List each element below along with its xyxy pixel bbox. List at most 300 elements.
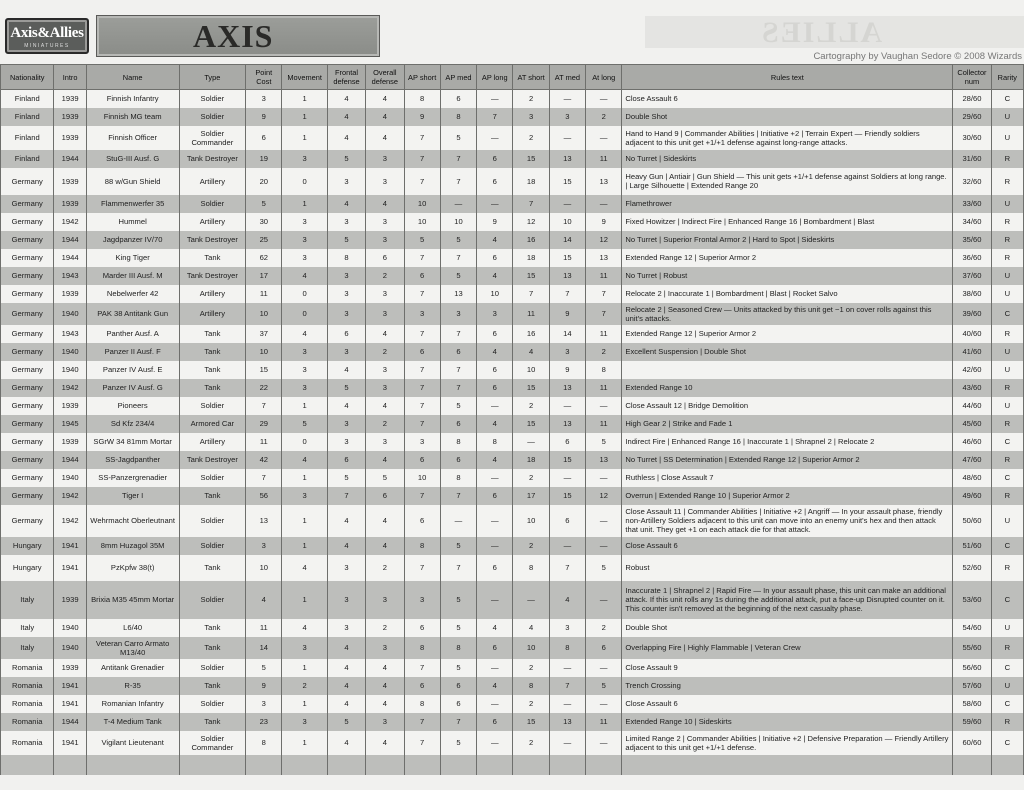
table-cell: — [477, 537, 513, 555]
table-cell: 88 w/Gun Shield [86, 168, 179, 195]
table-cell: 38/60 [953, 285, 991, 303]
table-cell: 6 [477, 379, 513, 397]
table-cell: 4 [366, 677, 404, 695]
table-cell: 6 [404, 619, 440, 637]
table-cell: 15 [549, 487, 585, 505]
table-cell: Artillery [179, 303, 246, 325]
table-cell: 4 [366, 108, 404, 126]
table-cell: R [991, 713, 1023, 731]
table-cell: Pioneers [86, 397, 179, 415]
table-row [1, 231, 1024, 249]
table-cell: 14 [549, 231, 585, 249]
table-cell: U [991, 126, 1023, 150]
table-cell: Jagdpanzer IV/70 [86, 231, 179, 249]
table-cell: 18 [513, 249, 549, 267]
column-header: Rarity [991, 65, 1023, 90]
table-cell: 13 [586, 249, 622, 267]
table-cell: 4 [477, 343, 513, 361]
table-cell: Germany [1, 469, 54, 487]
table-cell: 3 [327, 619, 365, 637]
table-cell: No Turret | Robust [622, 267, 953, 285]
table-cell: 6 [477, 249, 513, 267]
table-cell: 8 [404, 537, 440, 555]
table-cell: 15 [549, 451, 585, 469]
table-cell: Extended Range 10 | Sideskirts [622, 713, 953, 731]
table-cell: 5 [327, 150, 365, 168]
table-cell: 7 [440, 361, 476, 379]
table-cell: Tank Destroyer [179, 150, 246, 168]
table-cell: 10 [513, 361, 549, 379]
table-cell: 3 [327, 285, 365, 303]
table-cell: L6/40 [86, 619, 179, 637]
page-header [0, 0, 1024, 66]
table-cell: 5 [327, 469, 365, 487]
table-cell: 1939 [54, 195, 86, 213]
table-cell: 4 [282, 451, 327, 469]
table-cell: 4 [366, 90, 404, 108]
table-cell: 53/60 [953, 581, 991, 619]
table-cell: 3 [366, 433, 404, 451]
table-cell: R [991, 415, 1023, 433]
table-cell: Finnish MG team [86, 108, 179, 126]
table-cell: 3 [549, 343, 585, 361]
table-cell: — [549, 126, 585, 150]
table-cell: Fixed Howitzer | Indirect Fire | Enhanced Range 16 | Bombardment | Blast [622, 213, 953, 231]
table-cell: 6 [366, 487, 404, 505]
allies-bleed-through: ALLIES [645, 16, 1024, 48]
table-cell: U [991, 108, 1023, 126]
table-cell: 1940 [54, 361, 86, 379]
table-cell: 6 [404, 343, 440, 361]
table-cell: 4 [327, 397, 365, 415]
table-cell: Tank [179, 487, 246, 505]
table-cell: 10 [404, 469, 440, 487]
table-cell: 6 [440, 677, 476, 695]
table-cell: 11 [586, 415, 622, 433]
table-cell: 11 [586, 713, 622, 731]
table-cell: — [549, 397, 585, 415]
table-cell: 2 [513, 731, 549, 755]
table-cell: 4 [327, 537, 365, 555]
table-cell: 8 [440, 637, 476, 659]
table-cell: High Gear 2 | Strike and Fade 1 [622, 415, 953, 433]
table-cell: Veteran Carro Armato M13/40 [86, 637, 179, 659]
column-header: Point Cost [246, 65, 282, 90]
table-cell: 5 [366, 469, 404, 487]
table-cell: 1 [282, 126, 327, 150]
table-cell: 62 [246, 249, 282, 267]
table-cell: 1939 [54, 285, 86, 303]
column-header: Frontal defense [327, 65, 365, 90]
table-cell: 54/60 [953, 619, 991, 637]
table-cell: 2 [513, 695, 549, 713]
table-cell: Finnish Officer [86, 126, 179, 150]
table-cell: — [477, 397, 513, 415]
table-cell: 1944 [54, 249, 86, 267]
table-cell: Brixia M35 45mm Mortar [86, 581, 179, 619]
table-cell: 8 [549, 637, 585, 659]
table-cell: 1939 [54, 126, 86, 150]
table-cell: U [991, 677, 1023, 695]
table-cell: 31/60 [953, 150, 991, 168]
table-cell: 1 [282, 659, 327, 677]
table-cell: Inaccurate 1 | Shrapnel 2 | Rapid Fire — In your assault phase, this unit can make an additional attack. If this unit rolls any 1s during the additional attack, put a face-up Disrupted counter on it. This counter isn't removed at the beginning of the next casualty phase. [622, 581, 953, 619]
table-cell: 7 [440, 150, 476, 168]
table-cell: 8 [440, 108, 476, 126]
table-row [1, 637, 1024, 659]
table-cell: 7 [513, 285, 549, 303]
table-cell: U [991, 343, 1023, 361]
table-row [1, 469, 1024, 487]
table-cell: Panzer IV Ausf. G [86, 379, 179, 397]
table-cell: 5 [440, 619, 476, 637]
table-cell: 0 [282, 285, 327, 303]
table-cell: 0 [282, 168, 327, 195]
table-cell: — [549, 537, 585, 555]
table-cell: 4 [327, 659, 365, 677]
table-cell: 44/60 [953, 397, 991, 415]
table-cell: 13 [549, 267, 585, 285]
table-cell: 8 [513, 555, 549, 581]
table-cell: 1943 [54, 325, 86, 343]
table-cell: Antitank Grenadier [86, 659, 179, 677]
table-cell: SS-Jagdpanther [86, 451, 179, 469]
axis-title-banner [96, 15, 380, 57]
table-cell: 5 [440, 397, 476, 415]
table-cell: 1 [282, 537, 327, 555]
table-cell: C [991, 581, 1023, 619]
table-cell: No Turret | Sideskirts [622, 150, 953, 168]
table-row [1, 619, 1024, 637]
table-cell: Hungary [1, 555, 54, 581]
column-header: AT med [549, 65, 585, 90]
table-cell: 9 [586, 213, 622, 231]
table-cell: 40/60 [953, 325, 991, 343]
table-cell: 3 [327, 168, 365, 195]
table-cell: Romania [1, 677, 54, 695]
table-cell: Italy [1, 619, 54, 637]
table-cell: 7 [440, 379, 476, 397]
table-cell: 42 [246, 451, 282, 469]
table-cell: 11 [586, 379, 622, 397]
table-cell: 10 [404, 195, 440, 213]
table-cell: 58/60 [953, 695, 991, 713]
table-cell: 4 [513, 343, 549, 361]
table-cell: 6 [366, 249, 404, 267]
table-cell: Tank [179, 677, 246, 695]
table-cell: Romanian Infantry [86, 695, 179, 713]
table-cell: — [586, 731, 622, 755]
table-cell: Close Assault 9 [622, 659, 953, 677]
table-cell: U [991, 267, 1023, 285]
table-cell: Soldier [179, 108, 246, 126]
table-cell: 1 [282, 469, 327, 487]
table-cell: 4 [366, 126, 404, 150]
table-cell: 1945 [54, 415, 86, 433]
table-cell: 8 [246, 731, 282, 755]
table-cell: Tiger I [86, 487, 179, 505]
table-cell: R [991, 487, 1023, 505]
table-cell: Artillery [179, 168, 246, 195]
table-cell: 4 [327, 108, 365, 126]
table-cell: 3 [366, 303, 404, 325]
table-cell: Flammenwerfer 35 [86, 195, 179, 213]
table-row [1, 695, 1024, 713]
table-cell: 7 [440, 713, 476, 731]
table-cell: Tank Destroyer [179, 267, 246, 285]
table-cell: Overrun | Extended Range 10 | Superior Armor 2 [622, 487, 953, 505]
table-cell: 3 [477, 303, 513, 325]
table-cell: — [477, 195, 513, 213]
table-cell [953, 755, 991, 775]
table-cell: — [549, 195, 585, 213]
table-cell: 9 [549, 303, 585, 325]
table-cell: 3 [366, 285, 404, 303]
table-cell: 10 [440, 213, 476, 231]
table-cell: R [991, 213, 1023, 231]
table-cell: Germany [1, 361, 54, 379]
table-cell: 8 [327, 249, 365, 267]
table-cell: 8mm Huzagol 35M [86, 537, 179, 555]
table-cell: Heavy Gun | Antiair | Gun Shield — This unit gets +1/+1 defense against Soldiers at long range. | Large Silhouette | Extended Range 20 [622, 168, 953, 195]
table-row [1, 361, 1024, 379]
table-cell: 35/60 [953, 231, 991, 249]
table-cell: — [586, 126, 622, 150]
table-cell: Indirect Fire | Enhanced Range 16 | Inaccurate 1 | Shrapnel 2 | Relocate 2 [622, 433, 953, 451]
table-cell [549, 755, 585, 775]
table-cell: 13 [549, 150, 585, 168]
table-cell: Close Assault 11 | Commander Abilities | Initiative +2 | Angriff — In your assault phase, friendly non-Artillery Soldiers adjacent to this unit can move into an enemy unit's hex and then attack that unit. They get +1 on each attack die for that attack. [622, 505, 953, 537]
table-cell: 7 [404, 555, 440, 581]
table-cell: 6 [477, 555, 513, 581]
table-cell: 8 [586, 361, 622, 379]
table-cell: 8 [404, 637, 440, 659]
table-cell: 6 [477, 150, 513, 168]
table-cell: C [991, 695, 1023, 713]
table-cell: 5 [440, 537, 476, 555]
table-cell: 6 [477, 713, 513, 731]
table-cell: — [549, 731, 585, 755]
column-header: Intro [54, 65, 86, 90]
table-cell: 2 [366, 343, 404, 361]
table-cell: — [477, 505, 513, 537]
table-cell: 1942 [54, 505, 86, 537]
table-cell: Extended Range 12 | Superior Armor 2 [622, 325, 953, 343]
table-cell: 1939 [54, 397, 86, 415]
table-cell: 5 [327, 231, 365, 249]
table-cell: 20 [246, 168, 282, 195]
column-header: AT short [513, 65, 549, 90]
table-cell: 6 [246, 126, 282, 150]
table-cell: 4 [477, 267, 513, 285]
table-cell: 7 [404, 731, 440, 755]
table-cell: Armored Car [179, 415, 246, 433]
column-header: Type [179, 65, 246, 90]
table-cell: — [440, 195, 476, 213]
table-cell: 3 [327, 581, 365, 619]
table-cell: 47/60 [953, 451, 991, 469]
table-cell: 7 [404, 249, 440, 267]
column-header: Nationality [1, 65, 54, 90]
table-cell: 15 [246, 361, 282, 379]
table-cell: Soldier [179, 695, 246, 713]
table-cell: 3 [327, 415, 365, 433]
table-cell: Tank [179, 555, 246, 581]
table-cell: 56 [246, 487, 282, 505]
table-cell [366, 755, 404, 775]
table-cell: Soldier [179, 537, 246, 555]
table-cell: Tank [179, 343, 246, 361]
table-cell: Sd Kfz 234/4 [86, 415, 179, 433]
table-cell: 1941 [54, 555, 86, 581]
table-cell: 8 [513, 677, 549, 695]
table-cell: 2 [366, 619, 404, 637]
table-cell: Germany [1, 195, 54, 213]
table-cell: 7 [549, 555, 585, 581]
table-cell: 7 [404, 713, 440, 731]
table-cell: Soldier [179, 659, 246, 677]
table-cell: 7 [404, 361, 440, 379]
table-cell: 3 [366, 713, 404, 731]
table-row [1, 195, 1024, 213]
table-cell: Finland [1, 126, 54, 150]
table-cell: 3 [366, 168, 404, 195]
table-cell: 4 [477, 415, 513, 433]
table-row [1, 379, 1024, 397]
table-cell: 6 [440, 415, 476, 433]
table-cell: 17 [513, 487, 549, 505]
table-cell: 7 [246, 397, 282, 415]
table-cell: Germany [1, 267, 54, 285]
table-cell: 2 [513, 469, 549, 487]
table-cell: 3 [327, 555, 365, 581]
table-cell: Soldier [179, 581, 246, 619]
table-cell: 4 [366, 325, 404, 343]
table-row [1, 433, 1024, 451]
table-cell: 55/60 [953, 637, 991, 659]
table-cell: 4 [327, 731, 365, 755]
table-cell: 60/60 [953, 731, 991, 755]
table-cell: — [513, 433, 549, 451]
table-cell: Ruthless | Close Assault 7 [622, 469, 953, 487]
table-cell: Double Shot [622, 108, 953, 126]
table-cell: Italy [1, 581, 54, 619]
table-cell: 3 [282, 343, 327, 361]
table-cell: 3 [246, 537, 282, 555]
table-cell: 3 [282, 487, 327, 505]
table-cell: 6 [440, 695, 476, 713]
table-cell: 6 [477, 637, 513, 659]
table-cell: Germany [1, 249, 54, 267]
table-cell: 12 [513, 213, 549, 231]
table-cell: 7 [404, 168, 440, 195]
table-cell: Germany [1, 505, 54, 537]
table-cell: — [477, 659, 513, 677]
table-cell: 15 [513, 379, 549, 397]
table-cell: 3 [282, 231, 327, 249]
table-cell: C [991, 469, 1023, 487]
table-cell: Germany [1, 285, 54, 303]
table-cell: Soldier Commander [179, 126, 246, 150]
table-row [1, 108, 1024, 126]
table-cell: 6 [440, 90, 476, 108]
table-cell: U [991, 619, 1023, 637]
table-cell: 3 [246, 695, 282, 713]
table-row [1, 267, 1024, 285]
table-cell: — [477, 126, 513, 150]
table-cell: No Turret | Superior Frontal Armor 2 | Hard to Spot | Sideskirts [622, 231, 953, 249]
table-cell: 4 [366, 537, 404, 555]
table-cell [404, 755, 440, 775]
table-cell: Artillery [179, 433, 246, 451]
table-cell: 16 [513, 325, 549, 343]
table-cell: — [586, 659, 622, 677]
table-cell: 1 [282, 195, 327, 213]
table-cell: 1941 [54, 731, 86, 755]
table-cell: — [477, 581, 513, 619]
table-cell: 7 [404, 150, 440, 168]
table-cell: C [991, 303, 1023, 325]
table-cell: 13 [549, 713, 585, 731]
table-cell: 7 [440, 325, 476, 343]
axis-units-table [0, 64, 1024, 775]
table-cell: Relocate 2 | Inaccurate 1 | Bombardment | Blast | Rocket Salvo [622, 285, 953, 303]
table-cell: 5 [246, 659, 282, 677]
column-header: Collector num [953, 65, 991, 90]
table-cell: — [586, 195, 622, 213]
table-cell: 14 [549, 325, 585, 343]
table-cell: 8 [440, 469, 476, 487]
table-cell: 3 [327, 213, 365, 231]
table-cell: — [586, 537, 622, 555]
table-cell [991, 755, 1023, 775]
table-cell: 2 [366, 267, 404, 285]
table-cell: Close Assault 6 [622, 537, 953, 555]
table-row [1, 213, 1024, 231]
table-cell: 25 [246, 231, 282, 249]
table-cell: 9 [477, 213, 513, 231]
table-cell: 4 [477, 231, 513, 249]
table-cell: 3 [549, 619, 585, 637]
table-cell: 4 [366, 505, 404, 537]
table-cell [86, 755, 179, 775]
table-cell: — [477, 469, 513, 487]
table-cell: Tank [179, 713, 246, 731]
table-cell: 2 [513, 659, 549, 677]
table-cell: 5 [440, 731, 476, 755]
table-cell: Finland [1, 108, 54, 126]
table-cell [440, 755, 476, 775]
table-cell: PAK 38 Antitank Gun [86, 303, 179, 325]
table-cell: — [549, 90, 585, 108]
table-row [1, 505, 1024, 537]
table-cell: — [549, 695, 585, 713]
table-cell [477, 755, 513, 775]
table-cell: 13 [246, 505, 282, 537]
table-cell [54, 755, 86, 775]
table-cell: 3 [327, 433, 365, 451]
table-cell: Relocate 2 | Seasoned Crew — Units attacked by this unit get −1 on cover rolls against this unit's attacks. [622, 303, 953, 325]
table-cell: 8 [440, 433, 476, 451]
table-cell: Soldier [179, 195, 246, 213]
table-cell: Hummel [86, 213, 179, 231]
table-cell: Close Assault 12 | Bridge Demolition [622, 397, 953, 415]
table-cell: 6 [327, 451, 365, 469]
table-cell: Hand to Hand 9 | Commander Abilities | Initiative +2 | Terrain Expert — Friendly soldiers adjacent to this unit get +1/+1 defense against long-range attacks. [622, 126, 953, 150]
table-cell: 7 [404, 397, 440, 415]
table-cell: 4 [282, 267, 327, 285]
table-cell: Excellent Suspension | Double Shot [622, 343, 953, 361]
